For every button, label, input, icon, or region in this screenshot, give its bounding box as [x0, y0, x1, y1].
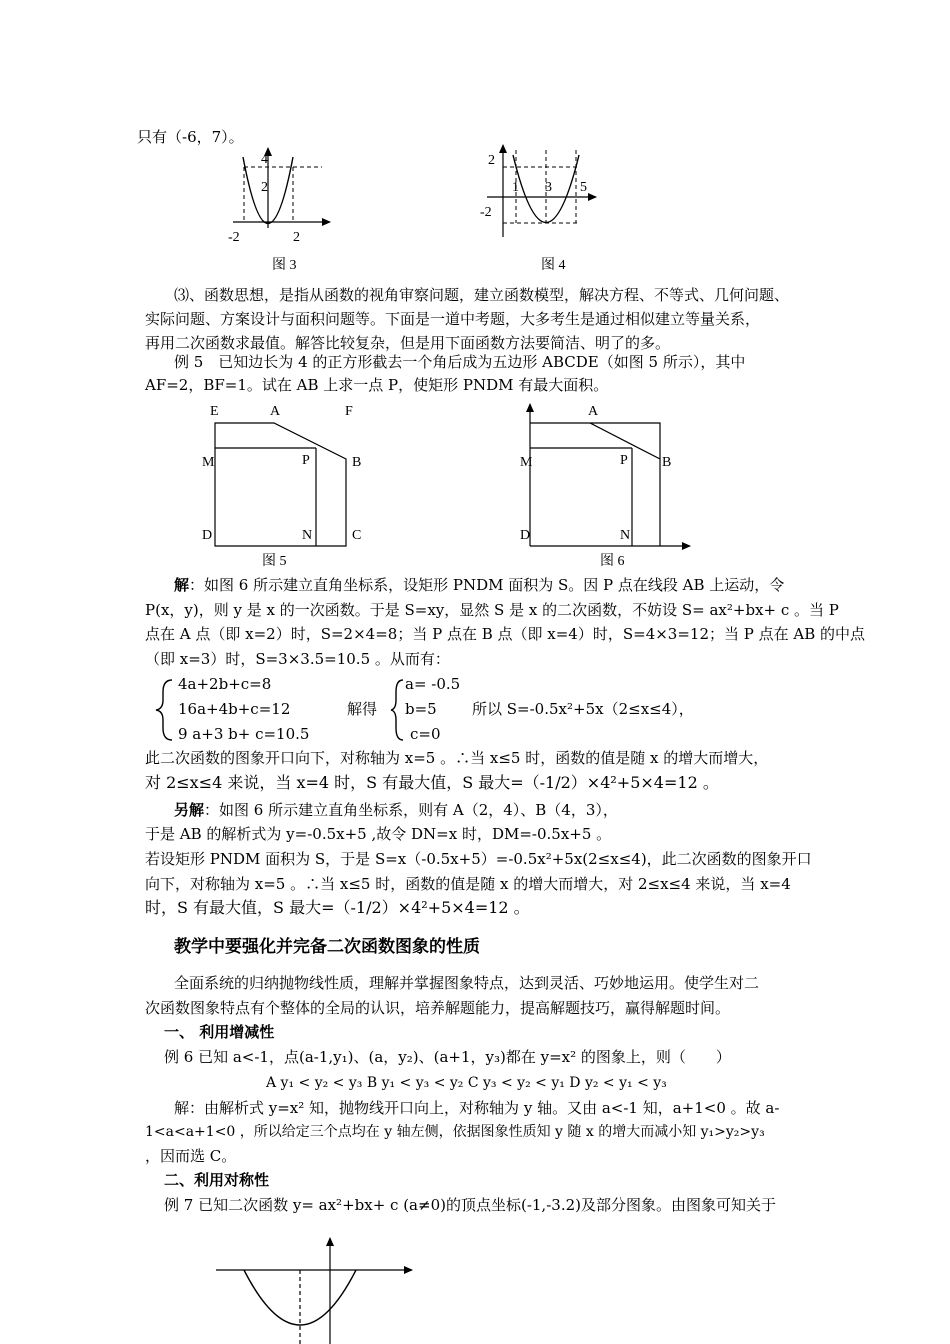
text-line: 再用二次函数求最值。解答比较复杂，但是用下面函数方法要简洁、明了的多。: [145, 334, 671, 352]
text-line: 例 6 已知 a<-1，点(a-1,y₁)、(a，y₂)、(a+1，y₃)都在 y=x² 的图象上，则（ ）: [164, 1048, 731, 1066]
fig4-tick: 5: [580, 180, 587, 195]
fig4-caption: 图 4: [541, 258, 566, 273]
fig4-tick: 3: [545, 180, 552, 195]
equation: 16a+4b+c=12: [178, 700, 291, 718]
text-line: 对 2≤x≤4 来说，当 x=4 时，S 有最大值，S 最大=（-1/2）×4²+5×4=12 。: [145, 773, 719, 792]
text-line: 解：由解析式 y=x² 知，抛物线开口向上，对称轴为 y 轴。又由 a<-1 知，a+1<0 。故 a-: [174, 1099, 780, 1117]
figure-4: [487, 145, 596, 237]
section-heading: 教学中要强化并完备二次函数图象的性质: [174, 937, 480, 957]
equation: 9 a+3 b+ c=10.5: [178, 725, 310, 743]
text-line: 1<a<a+1<0 ，所以给定三个点均在 y 轴左侧，依据图象性质知 y 随 x 的增大而减小知 y₁>y₂>y₃: [145, 1124, 765, 1140]
fig4-tick: 1: [512, 180, 519, 195]
text-line: ，因而选 C。: [145, 1147, 237, 1165]
fig5-caption: 图 5: [262, 554, 287, 569]
fig5-label: M: [202, 455, 215, 470]
result: c=0: [410, 725, 441, 743]
fig6-label: A: [588, 404, 599, 419]
fig3-tick: 2: [261, 180, 268, 195]
fig5-label: P: [302, 453, 310, 468]
text-line: 例 7 已知二次函数 y= ax²+bx+ c (a≠0)的顶点坐标(-1,-3.2)及部分图象。由图象可知关于: [164, 1196, 776, 1214]
text-line: 例 5 已知边长为 4 的正方形截去一个角后成为五边形 ABCDE（如图 5 所示），其中: [174, 353, 746, 371]
options: A y₁ < y₂ < y₃ B y₁ < y₃ < y₂ C y₃ < y₂ < y₁ D y₂ < y₁ < y₃: [266, 1075, 667, 1091]
fig5-label: F: [345, 404, 353, 419]
fig6-label: N: [620, 528, 631, 543]
figure-6: [530, 404, 690, 546]
fig5-label: E: [210, 404, 219, 419]
text-line: 若设矩形 PNDM 面积为 S，于是 S=x（-0.5x+5）=-0.5x²+5x(2≤x≤4)，此二次函数的图象开口: [145, 850, 812, 868]
fig5-label: A: [270, 404, 281, 419]
fig6-caption: 图 6: [600, 554, 625, 569]
fig5-label: D: [202, 528, 213, 543]
text-line: ⑶、函数思想，是指从函数的视角审察问题，建立函数模型，解决方程、不等式、几何问题、: [174, 286, 790, 304]
text-line: 实际问题、方案设计与面积问题等。下面是一道中考题，大多考生是通过相似建立等量关系，: [145, 310, 761, 328]
fig3-tick: 4: [261, 152, 268, 167]
text-line: 全面系统的归纳抛物线性质，理解并掌握图象特点，达到灵活、巧妙地运用。使学生对二: [174, 974, 760, 992]
fig6-label: D: [520, 528, 531, 543]
fig5-pentagon: [215, 423, 346, 546]
text-line: P(x，y)，则 y 是 x 的一次函数。于是 S=xy，显然 S 是 x 的二次函数，不妨设 S= ax²+bx+ c 。当 P: [145, 601, 839, 619]
result-brace-left: [391, 680, 403, 740]
solution-text: ：如图 6 所示建立直角坐标系，设矩形 PNDM 面积为 S。因 P 点在线段 AB 上运动，令: [189, 576, 785, 594]
fig3-tick: 2: [293, 230, 300, 245]
fig4-tick: 2: [488, 153, 495, 168]
solve-label: 解得: [347, 700, 378, 718]
fig5-label: B: [352, 455, 362, 470]
result: b=5: [405, 700, 437, 718]
text-line: （即 x=3）时，S=3×3.5=10.5 。从而有：: [145, 650, 450, 668]
result: a= -0.5: [405, 675, 461, 693]
text-line: 于是 AB 的解析式为 y=-0.5x+5 ,故令 DN=x 时，DM=-0.5x+5 。: [145, 825, 612, 843]
subheading: 一、 利用增减性: [164, 1023, 275, 1041]
fig5-label: N: [302, 528, 313, 543]
text-line: 时，S 有最大值，S 最大=（-1/2）×4²+5×4=12 。: [145, 898, 530, 917]
text-line: 次函数图象特点有个整体的全局的认识，培养解题能力，提高解题技巧，赢得解题时间。: [145, 999, 731, 1017]
equation-brace-left: [156, 680, 172, 740]
fig3-tick: -2: [228, 230, 240, 245]
text-line: 点在 A 点（即 x=2）时，S=2×4=8；当 P 点在 B 点（即 x=4）时，S=4×3=12；当 P 点在 AB 的中点: [145, 625, 866, 643]
fig4-tick: -2: [480, 205, 492, 220]
figure-5: [215, 423, 346, 546]
fig6-label: P: [620, 453, 628, 468]
alt-solution-label: 另解: [174, 801, 205, 819]
text-line: 所以 S=-0.5x²+5x（2≤x≤4），: [472, 700, 694, 718]
figure-7: [216, 1238, 412, 1344]
fig5-label: C: [352, 528, 362, 543]
text-line: 向下，对称轴为 x=5 。∴当 x≤5 时，函数的值是随 x 的增大而增大，对 2≤x≤4 来说，当 x=4: [145, 875, 791, 893]
equation: 4a+2b+c=8: [178, 675, 272, 693]
text-line: 只有（-6，7）。: [137, 128, 244, 146]
text-line: AF=2，BF=1。试在 AB 上求一点 P，使矩形 PNDM 有最大面积。: [145, 376, 609, 394]
fig6-label: M: [520, 455, 533, 470]
fig6-boundary: [530, 423, 660, 546]
solution-label: 解: [174, 576, 190, 594]
fig6-label: B: [662, 455, 672, 470]
figure-3: [233, 148, 330, 228]
alt-solution-text: ：如图 6 所示建立直角坐标系，则有 A（2，4）、B（4，3），: [204, 801, 618, 819]
subheading: 二、利用对称性: [164, 1171, 270, 1189]
fig3-caption: 图 3: [272, 258, 297, 273]
text-line: 此二次函数的图象开口向下，对称轴为 x=5 。∴当 x≤5 时，函数的值是随 x 的增大而增大，: [145, 749, 769, 767]
